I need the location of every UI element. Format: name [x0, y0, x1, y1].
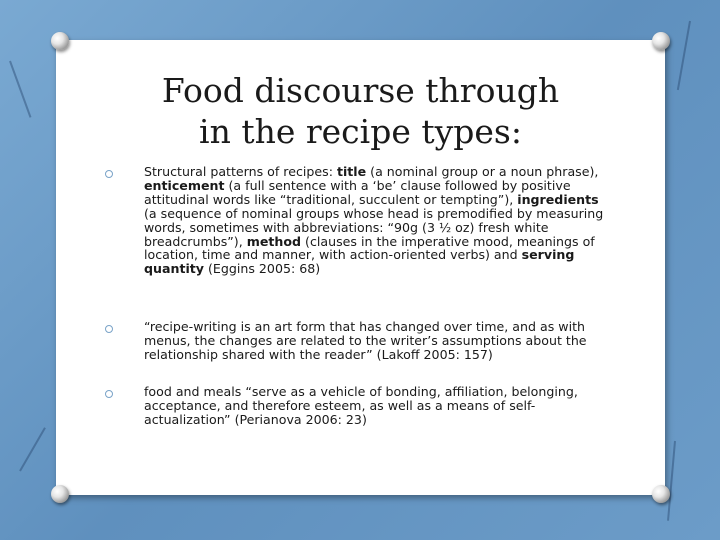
bold-term: title [336, 164, 367, 179]
bullet-circle-icon [105, 170, 113, 178]
bold-term: method [246, 233, 302, 249]
text-segment: “recipe-writing is an art form that has changed over time, and as with menus, the changes are related to the writer’s assumptions about the relationship shared with the reader” (Lakoff 2005: 157) [144, 319, 587, 362]
bold-term: ingredients [517, 191, 599, 207]
bullet-circle-icon [105, 325, 113, 333]
pushpin-icon [652, 485, 670, 503]
list-item [114, 385, 604, 427]
pushpin-icon [51, 32, 69, 50]
text-segment: (clauses in the imperative mood, meanings of location, time and manner, with action-oriented verbs) and [144, 233, 595, 263]
bullet-text [144, 165, 604, 276]
text-segment: (Eggins 2005: 68) [204, 261, 321, 277]
text-segment: (a sequence of nominal groups whose head is premodified by measuring words, sometimes with abbreviations: “90g (3 ½ oz) fresh white breadcrumbs”), [144, 205, 604, 249]
title-line: in the recipe types: [199, 112, 522, 151]
pushpin-icon [652, 32, 670, 50]
text-segment: (a nominal group or a noun phrase), [366, 164, 599, 179]
bullet-text [144, 385, 604, 427]
list-item [114, 320, 604, 362]
slide-title [56, 70, 665, 152]
bullet-circle-icon [105, 390, 113, 398]
text-segment: (a full sentence with a ‘be’ clause followed by positive attitudinal words like “traditional, succulent or tempting”), [144, 177, 571, 207]
text-segment: Structural patterns of recipes: [144, 164, 337, 179]
bold-term: serving quantity [144, 247, 575, 277]
text-segment: food and meals “serve as a vehicle of bonding, affiliation, belonging, acceptance, and therefore esteem, as well as a means of self-actualization” (Perianova 2006: 23) [144, 384, 578, 427]
bullet-text [144, 320, 604, 362]
title-line: Food discourse through [161, 71, 560, 110]
list-item [114, 165, 604, 276]
pushpin-icon [51, 485, 69, 503]
bold-term: enticement [144, 177, 225, 193]
